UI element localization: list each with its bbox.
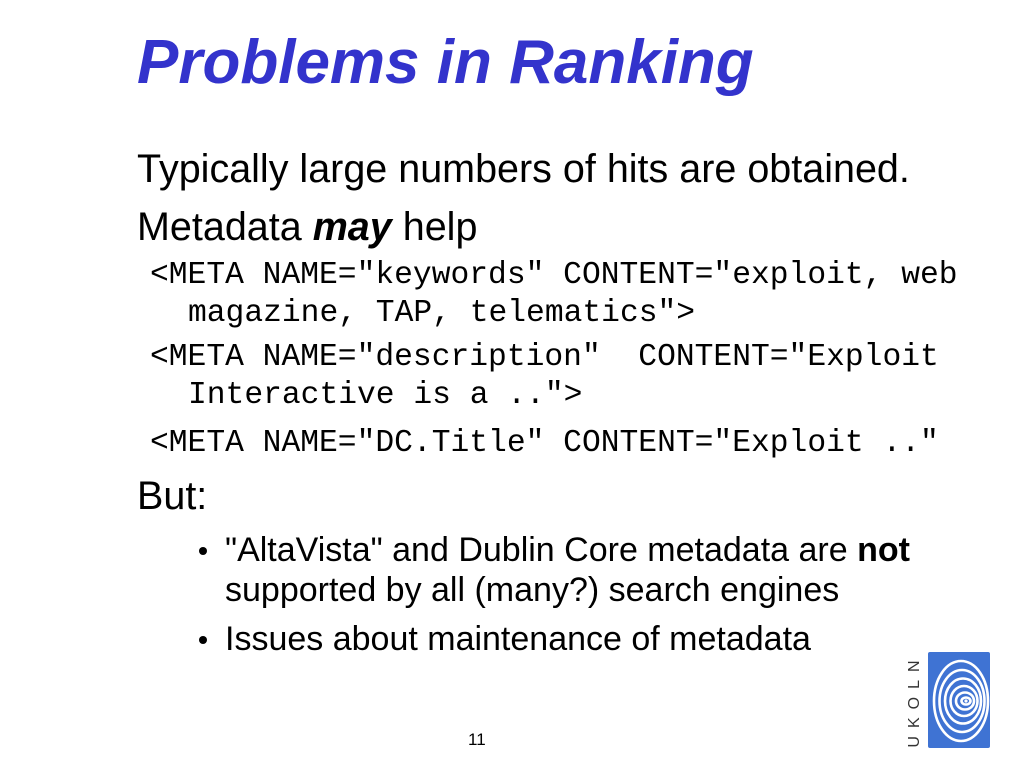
metadata-text-before: Metadata bbox=[137, 205, 302, 249]
bullet-text: Issues about maintenance of metadata bbox=[225, 620, 811, 658]
bullet-text-before: "AltaVista" and Dublin Core metadata are bbox=[225, 531, 848, 569]
bullet-marker bbox=[199, 636, 207, 644]
bullet-item bbox=[225, 530, 910, 610]
code-line: <META NAME="DC.Title" CONTENT="Exploit .." bbox=[150, 426, 939, 461]
hits-statement: Typically large numbers of hits are obtained. bbox=[137, 147, 910, 191]
ukoln-eye-icon bbox=[928, 652, 990, 748]
but-label: But: bbox=[137, 474, 208, 518]
code-line: <META NAME="keywords" CONTENT="exploit, web bbox=[150, 258, 958, 293]
metadata-emphasis: may bbox=[312, 205, 392, 249]
ukoln-wordmark: UKOLN bbox=[906, 652, 923, 748]
code-line-continuation: Interactive is a .."> bbox=[188, 378, 583, 413]
bullet-marker bbox=[199, 547, 207, 555]
metadata-statement bbox=[137, 205, 478, 249]
ukoln-logo bbox=[905, 652, 991, 748]
code-line-continuation: magazine, TAP, telematics"> bbox=[188, 296, 696, 331]
slide-title: Problems in Ranking bbox=[137, 28, 754, 97]
page-number: 11 bbox=[468, 730, 486, 749]
bullet-emphasis: not bbox=[857, 531, 910, 569]
bullet-item bbox=[225, 619, 811, 659]
bullet-text-after: supported by all (many?) search engines bbox=[225, 571, 840, 609]
code-line: <META NAME="description" CONTENT="Exploit bbox=[150, 340, 939, 375]
metadata-text-after: help bbox=[402, 205, 478, 249]
ukoln-wordmark-box bbox=[905, 652, 925, 748]
